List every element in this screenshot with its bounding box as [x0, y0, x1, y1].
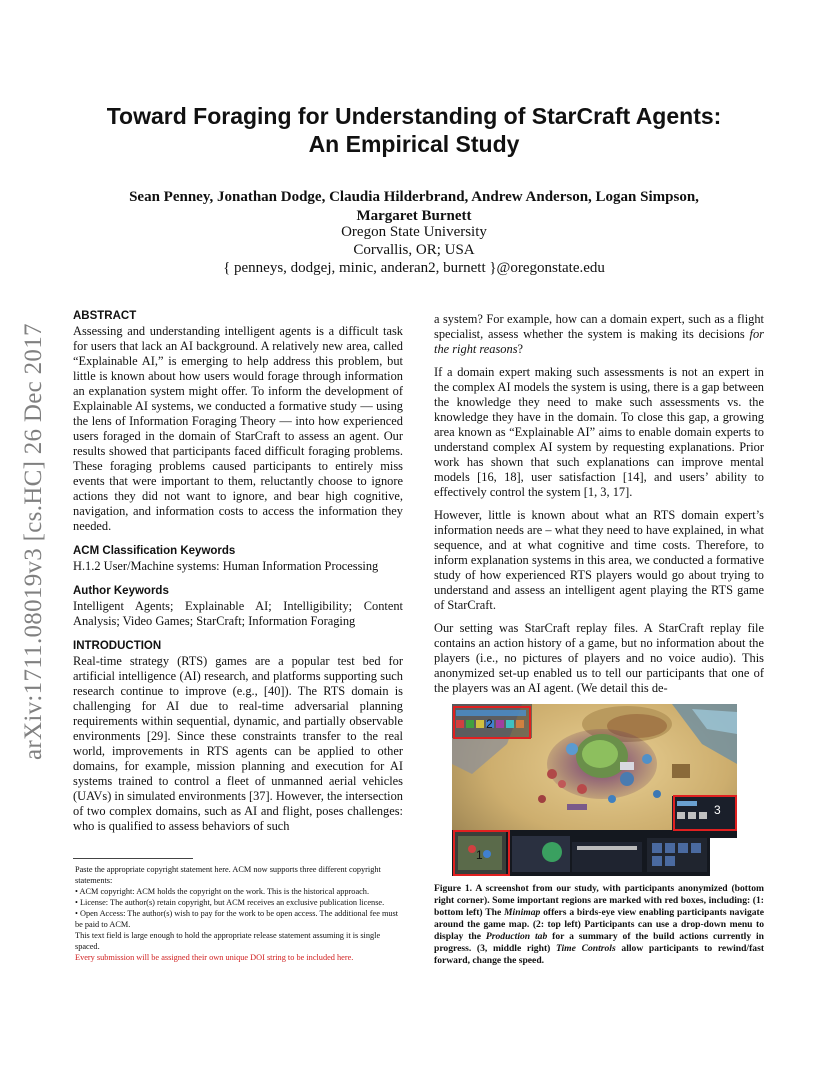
figure-caption — [434, 883, 764, 967]
title-line-2: An Empirical Study — [308, 131, 520, 157]
p1-start: a system? For example, how can a domain expert, such as a flight specialist, assess whether the system is making its decisions — [434, 312, 764, 341]
footnote-line-4: • Open Access: The author(s) wish to pay for the work to be open access. The additional fee must be paid to ACM. — [75, 909, 399, 929]
paper-title — [60, 102, 768, 158]
region-label-3: 3 — [714, 803, 721, 817]
title-line-1: Toward Foraging for Understanding of StarCraft Agents: — [106, 103, 722, 129]
footnote-line-3: • License: The author(s) retain copyright, but ACM receives an exclusive publication license. — [75, 898, 385, 907]
starcraft-screenshot-figure — [452, 704, 737, 876]
university: Oregon State University — [341, 224, 487, 240]
p1-end: ? — [517, 342, 524, 356]
acm-text: H.1.2 User/Machine systems: Human Information Processing — [73, 559, 379, 573]
p1-italic: for the right reasons — [434, 327, 764, 356]
caption-part-1: Figure 1. A screenshot from our study, with participants anonymized (bottom right corner). Some important regions are marked with red boxes, including: (1: bottom left) The — [434, 883, 764, 918]
abstract-text: Assessing and understanding intelligent agents is a difficult task for users that lack an AI background. A relatively new area, called “Explainable AI,” is emerging to help address this problem, but little is known about how users would forage through information an explanation system might offer. To inform the development of Explainable AI systems, we conducted a formative study — using the lens of Information Foraging Theory — into how experienced users foraged in the domain of StarCraft to assess an agent. Our results showed that participants faced difficult foraging problems. These foraging problems caused participants to entirely miss events that were important to them, reluctantly choose to ignore actions they did not want to ignore, and bear high cognitive, navigation, and information costs to access the information they needed. — [73, 324, 403, 533]
arxiv-stamp — [20, 280, 50, 760]
caption-minimap: Minimap — [504, 907, 541, 918]
footnote-line-5: This text field is large enough to hold the appropriate release statement assuming it is single spaced. — [75, 931, 381, 951]
arxiv-stamp-text: arXiv:1711.08019v3 [cs.HC] 26 Dec 2017 — [20, 323, 47, 760]
caption-time-controls: Time Controls — [556, 943, 616, 954]
caption-production-tab: Production tab — [485, 931, 548, 942]
right-column — [434, 312, 764, 696]
author-list — [95, 188, 733, 226]
left-column — [73, 309, 403, 834]
authors-line-2: Margaret Burnett — [356, 208, 472, 224]
introduction-text: Real-time strategy (RTS) games are a popular test bed for artificial intelligence (AI) research, and platforms supporting such research continue to improve (e.g., [40]). The RTS domain is challenging for AI due to real-time adversarial planning requirements within sequential, dynamic, and partially observable environments [29]. Since these constraints transfer to the real world, improvements in RTS agents can be applied to other domains, for example, mission planning and execution for AI systems trained to control a fleet of unmanned aerial vehicles (UAVs) in simulated environments [37]. However, the intersection of two complex domains, such as AI and flight, poses challenges: who is qualified to assess behaviors of such — [73, 654, 403, 833]
starcraft-screenshot-graphic — [452, 704, 737, 876]
footnote-line-1: Paste the appropriate copyright statement here. ACM now supports three different copyright statements: — [75, 865, 381, 885]
right-paragraph-1 — [434, 312, 764, 357]
footnote-line-2: • ACM copyright: ACM holds the copyright on the work. This is the historical approach. — [75, 887, 370, 896]
acm-heading: ACM Classification Keywords — [73, 545, 236, 557]
region-label-1: 1 — [476, 848, 483, 862]
copyright-footnote — [75, 864, 403, 963]
caption-part-2: offers a birds-eye view enabling participants navigate around the game map. (2: top left) Participants can use a drop-down menu to display the — [434, 907, 764, 942]
caption-part-3: for a summary of the build actions currently in progress. (3, middle right) — [434, 931, 765, 954]
authors-line-1: Sean Penney, Jonathan Dodge, Claudia Hilderbrand, Andrew Anderson, Logan Simpson, — [129, 189, 699, 205]
keywords-text: Intelligent Agents; Explainable AI; Intelligibility; Content Analysis; Video Games; StarCraft; Information Foraging — [73, 599, 403, 628]
emails: { penneys, dodgej, minic, anderan2, burnett }@oregonstate.edu — [223, 260, 605, 276]
right-paragraph-3: However, little is known about what an RTS domain expert’s information needs are – what they need to have explained, in what sequence, and at what cognitive and time costs. Therefore, to inform explanation systems in this area, we conducted a formative study of how experienced RTS players would go about trying to understand and assess an intelligent agent playing the RTS game of StarCraft. — [434, 508, 764, 612]
caption-part-4: allow participants to rewind/fast forward, change the speed. — [434, 943, 765, 966]
affiliation — [60, 223, 768, 277]
introduction-heading: INTRODUCTION — [73, 640, 162, 652]
city: Corvallis, OR; USA — [353, 242, 475, 258]
right-paragraph-4: Our setting was StarCraft replay files. A StarCraft replay file contains an action history of a game, but no information about the players (i.e., no pictures of players and no voice audio). This anonymized set-up enabled us to tell our participants that one of the players was an AI agent. (We detail this de- — [434, 621, 764, 695]
abstract-heading: ABSTRACT — [73, 310, 137, 322]
footnote-divider — [73, 858, 193, 859]
right-paragraph-2: If a domain expert making such assessments is not an expert in the complex AI models the system is using, there is a gap between the knowledge they need to make such assessments vs. the knowledge they have in the domain. To close this gap, a growing area known as “Explainable AI” aims to enable domain experts to understand complex AI system by requesting explanations. Prior work has shown that such explanations can improve mental models [16, 18], user satisfaction [14], and users’ ability to effectively control the system [1, 3, 17]. — [434, 365, 764, 499]
keywords-heading: Author Keywords — [73, 585, 169, 597]
region-label-2: 2 — [486, 717, 493, 731]
footnote-doi-notice: Every submission will be assigned their own unique DOI string to be included here. — [75, 953, 354, 962]
